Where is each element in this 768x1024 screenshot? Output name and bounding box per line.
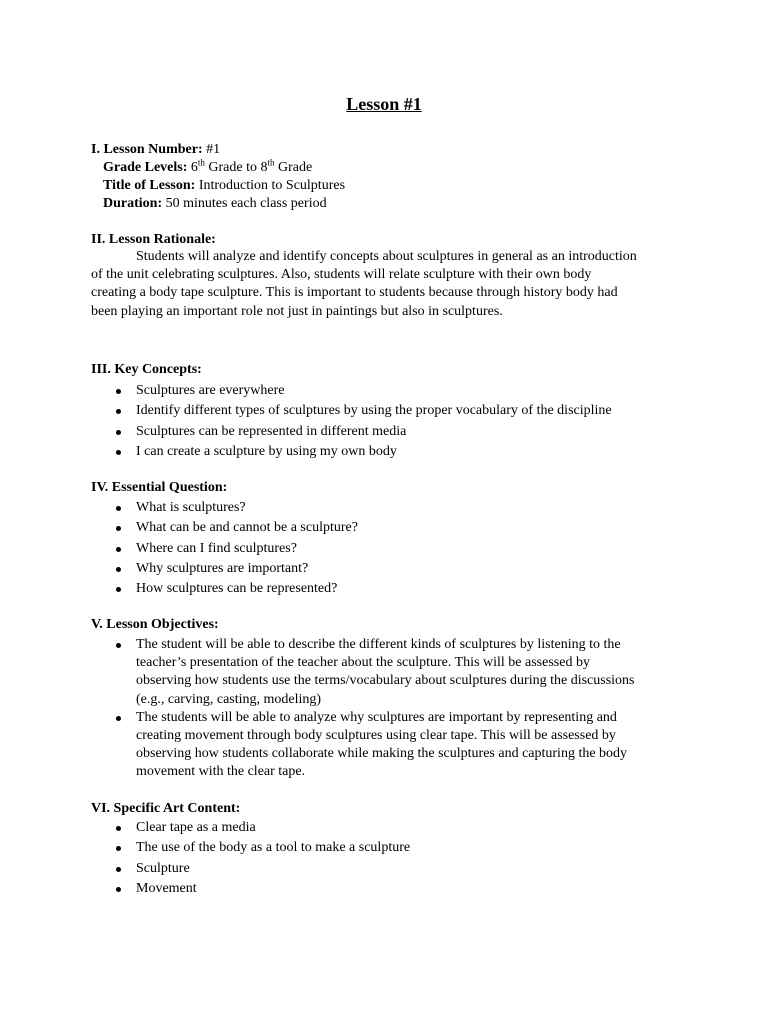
list-item (113, 859, 410, 879)
duration-label: Duration: (103, 196, 163, 211)
list-item-text: Sculpture (136, 860, 190, 876)
art-content-heading: VI. Specific Art Content: (91, 801, 241, 816)
bullet-icon (116, 450, 121, 455)
lesson-number-row (91, 141, 220, 159)
list-item (113, 838, 410, 858)
list-item-text: Clear tape as a media (136, 820, 256, 835)
bullet-icon (116, 867, 121, 872)
rationale-line: of the unit celebrating sculptures. Also, students will relate sculpture with their own body (91, 267, 592, 283)
bullet-icon (116, 409, 121, 414)
list-item-text: Sculptures are everywhere (136, 383, 285, 398)
duration-value: 50 minutes each class period (165, 196, 327, 211)
grade-end: Grade (278, 160, 313, 175)
bullet-icon (116, 643, 121, 648)
grade-from-sup: th (197, 157, 205, 168)
list-item (113, 559, 358, 579)
grade-from-num: 6 (190, 160, 198, 175)
list-item-text: Sculptures can be represented in different media (136, 423, 407, 439)
list-item-text: I can create a sculpture by using my own body (136, 443, 397, 459)
objective-line: (e.g., carving, casting, modeling) (136, 691, 322, 707)
list-item (113, 422, 612, 442)
list-item (113, 636, 683, 709)
grade-mid: Grade to 8 (208, 160, 268, 175)
objective-line: teacher’s presentation of the teacher about the sculpture. This will be assessed by (136, 655, 590, 671)
grade-levels-row (103, 159, 312, 177)
lesson-number-value: #1 (206, 142, 221, 157)
title-of-lesson-value: Introduction to Sculptures (198, 178, 346, 193)
bullet-icon (116, 430, 121, 435)
rationale-line: been playing an important role not just in paintings but also in sculptures. (91, 303, 503, 319)
grade-to-sup: th (267, 157, 275, 168)
bullet-icon (116, 567, 121, 572)
list-item (113, 442, 612, 462)
list-item (113, 401, 612, 421)
list-item (113, 579, 358, 599)
list-item (113, 879, 410, 899)
list-item (113, 498, 358, 518)
art-content-list (113, 818, 410, 899)
objective-line: creating movement through body sculptures using clear tape. This will be assessed by (136, 728, 616, 744)
list-item (113, 818, 410, 838)
bullet-icon (116, 716, 121, 721)
list-item-text: Why sculptures are important? (136, 560, 309, 576)
list-item (113, 539, 358, 559)
list-item-text: Movement (136, 880, 197, 896)
list-item (113, 518, 358, 538)
bullet-icon (116, 587, 121, 592)
lesson-number-label: I. Lesson Number: (91, 142, 203, 157)
bullet-icon (116, 506, 121, 511)
essential-question-heading: IV. Essential Question: (91, 480, 228, 495)
list-item (113, 709, 683, 782)
list-item (113, 381, 612, 401)
key-concepts-heading: III. Key Concepts: (91, 362, 202, 377)
title-of-lesson-label: Title of Lesson: (103, 178, 196, 193)
list-item-text: The use of the body as a tool to make a sculpture (136, 840, 411, 856)
objective-line: movement with the clear tape. (136, 764, 306, 780)
objective-line: The students will be able to analyze why sculptures are important by representing and (136, 709, 617, 725)
objective-line: observing how students use the terms/vocabulary about sculptures during the discussions (136, 673, 635, 689)
list-item-text: Where can I find sculptures? (136, 540, 297, 556)
rationale-heading: II. Lesson Rationale: (91, 232, 216, 247)
bullet-icon (116, 547, 121, 552)
rationale-line: creating a body tape sculpture. This is important to students because through history body had (91, 285, 618, 301)
duration-row (103, 195, 327, 213)
essential-question-list (113, 498, 358, 599)
bullet-icon (116, 826, 121, 831)
list-item-text: What can be and cannot be a sculpture? (136, 520, 358, 536)
objectives-heading: V. Lesson Objectives: (91, 617, 219, 632)
objective-line: observing how students collaborate while making the sculptures and capturing the body (136, 746, 628, 762)
list-item-text: How sculptures can be represented? (136, 581, 338, 597)
rationale-line: Students will analyze and identify concepts about sculptures in general as an introduction (136, 249, 637, 264)
key-concepts-list (113, 381, 612, 462)
bullet-icon (116, 526, 121, 531)
page-title: Lesson #1 (346, 94, 422, 114)
title-of-lesson-row (103, 177, 345, 195)
grade-levels-label: Grade Levels: (103, 160, 188, 175)
objective-line: The student will be able to describe the different kinds of sculptures by listening to the (136, 637, 621, 652)
list-item-text: Identify different types of sculptures by using the proper vocabulary of the discipline (136, 403, 612, 419)
bullet-icon (116, 389, 121, 394)
bullet-icon (116, 887, 121, 892)
objectives-list (113, 636, 683, 782)
bullet-icon (116, 846, 121, 851)
list-item-text: What is sculptures? (136, 500, 246, 515)
rationale-paragraph (91, 248, 681, 321)
